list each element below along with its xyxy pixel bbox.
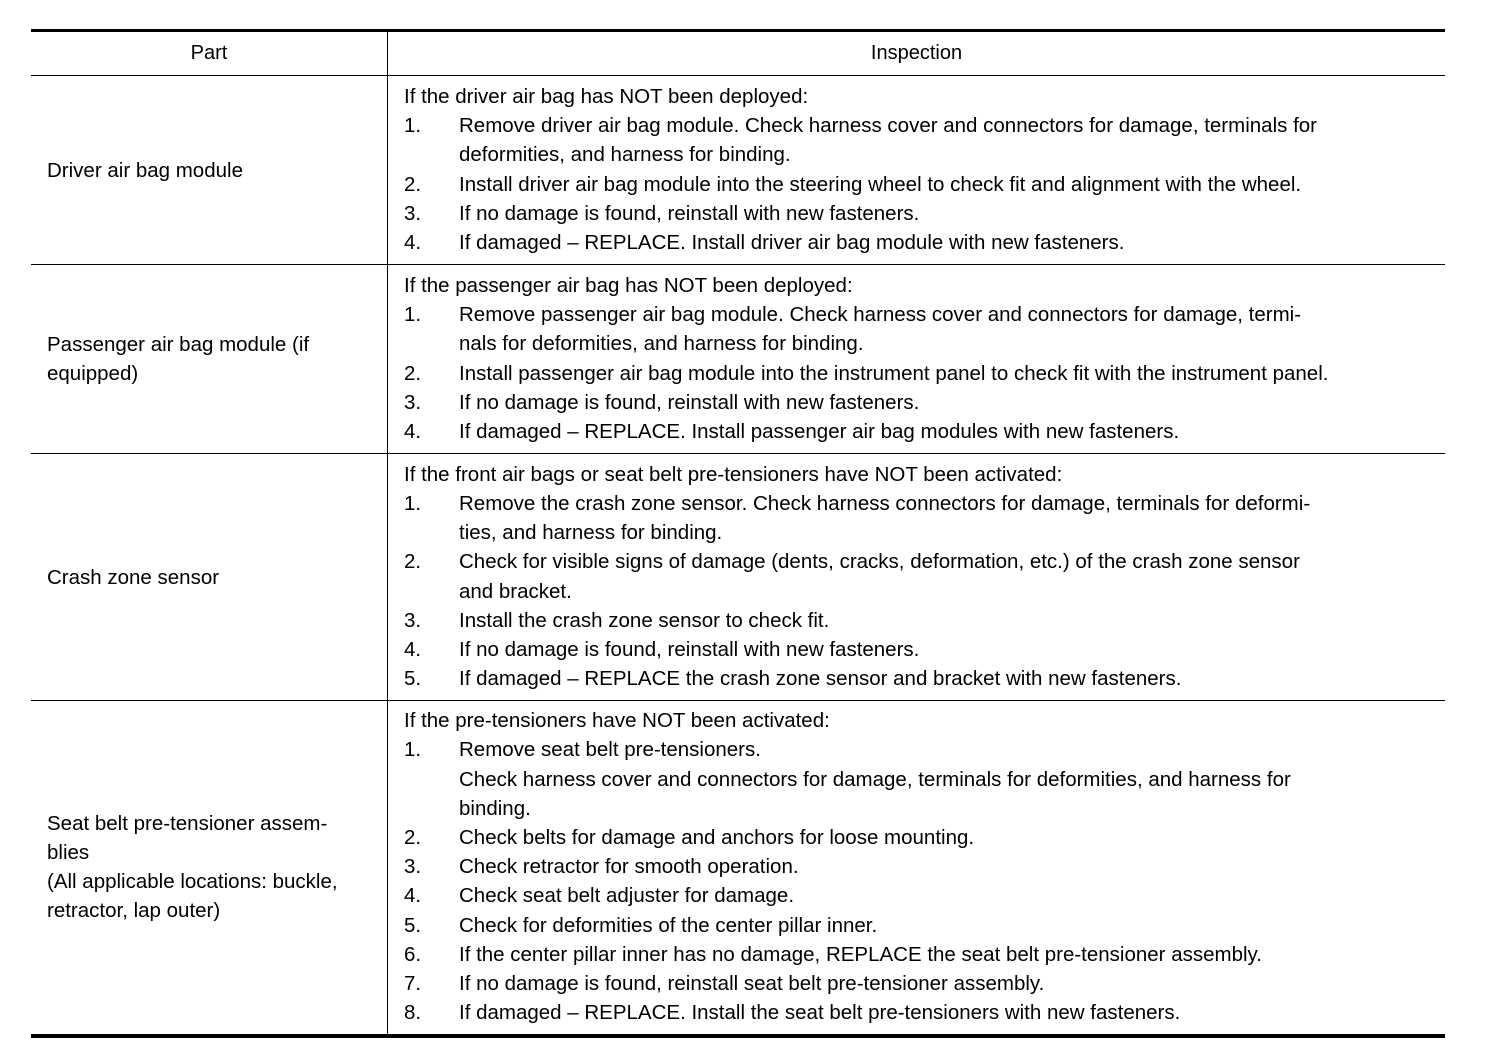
inspection-step	[404, 170, 1439, 199]
step-number: 3.	[404, 855, 422, 879]
part-cell	[31, 454, 388, 701]
inspection-step	[404, 881, 1439, 910]
step-number: 2.	[404, 550, 422, 574]
inspection-step	[404, 969, 1439, 998]
part-cell	[31, 76, 388, 265]
part-cell	[31, 265, 388, 454]
inspection-step	[404, 199, 1439, 228]
inspection-step	[404, 606, 1439, 635]
step-text-line: Remove seat belt pre-tensioners.	[459, 738, 761, 762]
part-name-line: blies	[47, 841, 90, 865]
step-text-line: Install the crash zone sensor to check fit.	[459, 608, 830, 632]
step-text	[459, 359, 1439, 388]
step-text	[459, 969, 1439, 998]
step-text-line: Check for deformities of the center pillar inner.	[459, 913, 878, 937]
step-text	[459, 940, 1439, 969]
inspection-cell	[388, 454, 1446, 701]
step-text	[459, 823, 1439, 852]
step-text-line: If damaged – REPLACE. Install the seat belt pre-tensioners with new fasteners.	[459, 1001, 1181, 1025]
step-text	[459, 228, 1439, 257]
step-text-line: If damaged – REPLACE the crash zone sensor and bracket with new fasteners.	[459, 667, 1182, 691]
step-number: 8.	[404, 1001, 422, 1025]
step-text-line: nals for deformities, and harness for binding.	[459, 332, 864, 356]
inspection-table	[31, 29, 1445, 1038]
part-name-line: (All applicable locations: buckle,	[47, 870, 338, 894]
step-text-line: Install driver air bag module into the steering wheel to check fit and alignment with the wheel.	[459, 172, 1302, 196]
part-name-line: Passenger air bag module (if	[47, 333, 310, 356]
step-text-line: Check belts for damage and anchors for loose mounting.	[459, 825, 975, 849]
step-number: 2.	[404, 825, 422, 849]
step-number: 1.	[404, 303, 422, 327]
step-text	[459, 881, 1439, 910]
part-cell	[31, 701, 388, 1036]
step-text-line: If no damage is found, reinstall with new fasteners.	[459, 390, 920, 414]
inspection-step	[404, 547, 1439, 605]
part-name-line: equipped)	[47, 362, 139, 385]
step-text-line: binding.	[459, 796, 531, 820]
table-row	[31, 265, 1445, 454]
part-name-line: retractor, lap outer)	[47, 899, 221, 923]
inspection-step	[404, 664, 1439, 693]
header-inspection: Inspection	[388, 31, 1446, 76]
step-text	[459, 417, 1439, 446]
inspection-step	[404, 635, 1439, 664]
header-part: Part	[31, 31, 388, 76]
step-text	[459, 199, 1439, 228]
inspection-step	[404, 823, 1439, 852]
step-text-line: Install passenger air bag module into the instrument panel to check fit with the instrument panel.	[459, 361, 1329, 385]
inspection-condition: If the passenger air bag has NOT been deployed:	[404, 273, 853, 297]
table-body	[31, 76, 1445, 1036]
step-number: 4.	[404, 230, 422, 254]
step-number: 2.	[404, 172, 422, 196]
step-text	[459, 664, 1439, 693]
step-number: 3.	[404, 390, 422, 414]
step-text	[459, 388, 1439, 417]
step-text	[459, 606, 1439, 635]
inspection-step	[404, 228, 1439, 257]
step-number: 3.	[404, 608, 422, 632]
table-row	[31, 454, 1445, 701]
step-number: 5.	[404, 913, 422, 937]
step-number: 4.	[404, 884, 422, 908]
inspection-step	[404, 359, 1439, 388]
step-number: 4.	[404, 637, 422, 661]
step-text-line: If damaged – REPLACE. Install driver air bag module with new fasteners.	[459, 230, 1125, 254]
inspection-condition: If the front air bags or seat belt pre-tensioners have NOT been activated:	[404, 462, 1063, 486]
inspection-cell	[388, 76, 1446, 265]
step-text-line: If no damage is found, reinstall with new fasteners.	[459, 201, 920, 225]
step-text	[459, 547, 1439, 605]
step-number: 1.	[404, 738, 422, 762]
step-text	[459, 489, 1439, 547]
step-text	[459, 635, 1439, 664]
inspection-step	[404, 111, 1439, 169]
step-text	[459, 111, 1439, 169]
inspection-condition: If the pre-tensioners have NOT been activated:	[404, 709, 830, 733]
step-text-line: Remove the crash zone sensor. Check harness connectors for damage, terminals for deformi-	[459, 491, 1311, 515]
inspection-step	[404, 735, 1439, 823]
step-text-line: and bracket.	[459, 579, 572, 603]
inspection-step	[404, 852, 1439, 881]
inspection-step	[404, 911, 1439, 940]
step-number: 5.	[404, 667, 422, 691]
step-text-line: ties, and harness for binding.	[459, 521, 723, 545]
inspection-step	[404, 417, 1439, 446]
step-text-line: If no damage is found, reinstall seat belt pre-tensioner assembly.	[459, 971, 1045, 995]
step-text	[459, 300, 1439, 358]
step-number: 7.	[404, 971, 422, 995]
inspection-step	[404, 388, 1439, 417]
step-text	[459, 170, 1439, 199]
inspection-cell	[388, 701, 1446, 1036]
step-text-line: Remove passenger air bag module. Check harness cover and connectors for damage, termi-	[459, 303, 1302, 327]
step-text-line: deformities, and harness for binding.	[459, 143, 791, 167]
step-text-line: Check retractor for smooth operation.	[459, 855, 799, 879]
part-name-line: Driver air bag module	[47, 158, 243, 182]
inspection-step	[404, 300, 1439, 358]
step-text	[459, 735, 1439, 823]
part-name-line: Crash zone sensor	[47, 565, 220, 589]
inspection-cell	[388, 265, 1446, 454]
table-row	[31, 701, 1445, 1036]
step-text	[459, 998, 1439, 1027]
table-row	[31, 76, 1445, 265]
inspection-step	[404, 489, 1439, 547]
step-number: 1.	[404, 114, 422, 138]
step-number: 4.	[404, 419, 422, 443]
step-number: 1.	[404, 491, 422, 515]
inspection-step	[404, 998, 1439, 1027]
step-number: 2.	[404, 361, 422, 385]
part-name-line: Seat belt pre-tensioner assem-	[47, 812, 328, 836]
step-text-line: If no damage is found, reinstall with new fasteners.	[459, 637, 920, 661]
step-text-line: If damaged – REPLACE. Install passenger air bag modules with new fasteners.	[459, 419, 1180, 443]
inspection-condition: If the driver air bag has NOT been deployed:	[404, 84, 809, 108]
step-text	[459, 911, 1439, 940]
inspection-step	[404, 940, 1439, 969]
step-text-line: Check for visible signs of damage (dents, cracks, deformation, etc.) of the crash zone sensor	[459, 550, 1300, 574]
step-text-line: If the center pillar inner has no damage, REPLACE the seat belt pre-tensioner assembly.	[459, 942, 1262, 966]
step-text-line: Check harness cover and connectors for damage, terminals for deformities, and harness for	[459, 767, 1291, 791]
step-text	[459, 852, 1439, 881]
header-row	[31, 31, 1445, 76]
step-number: 3.	[404, 201, 422, 225]
step-text-line: Remove driver air bag module. Check harness cover and connectors for damage, terminals for	[459, 114, 1317, 138]
step-text-line: Check seat belt adjuster for damage.	[459, 884, 795, 908]
step-number: 6.	[404, 942, 422, 966]
